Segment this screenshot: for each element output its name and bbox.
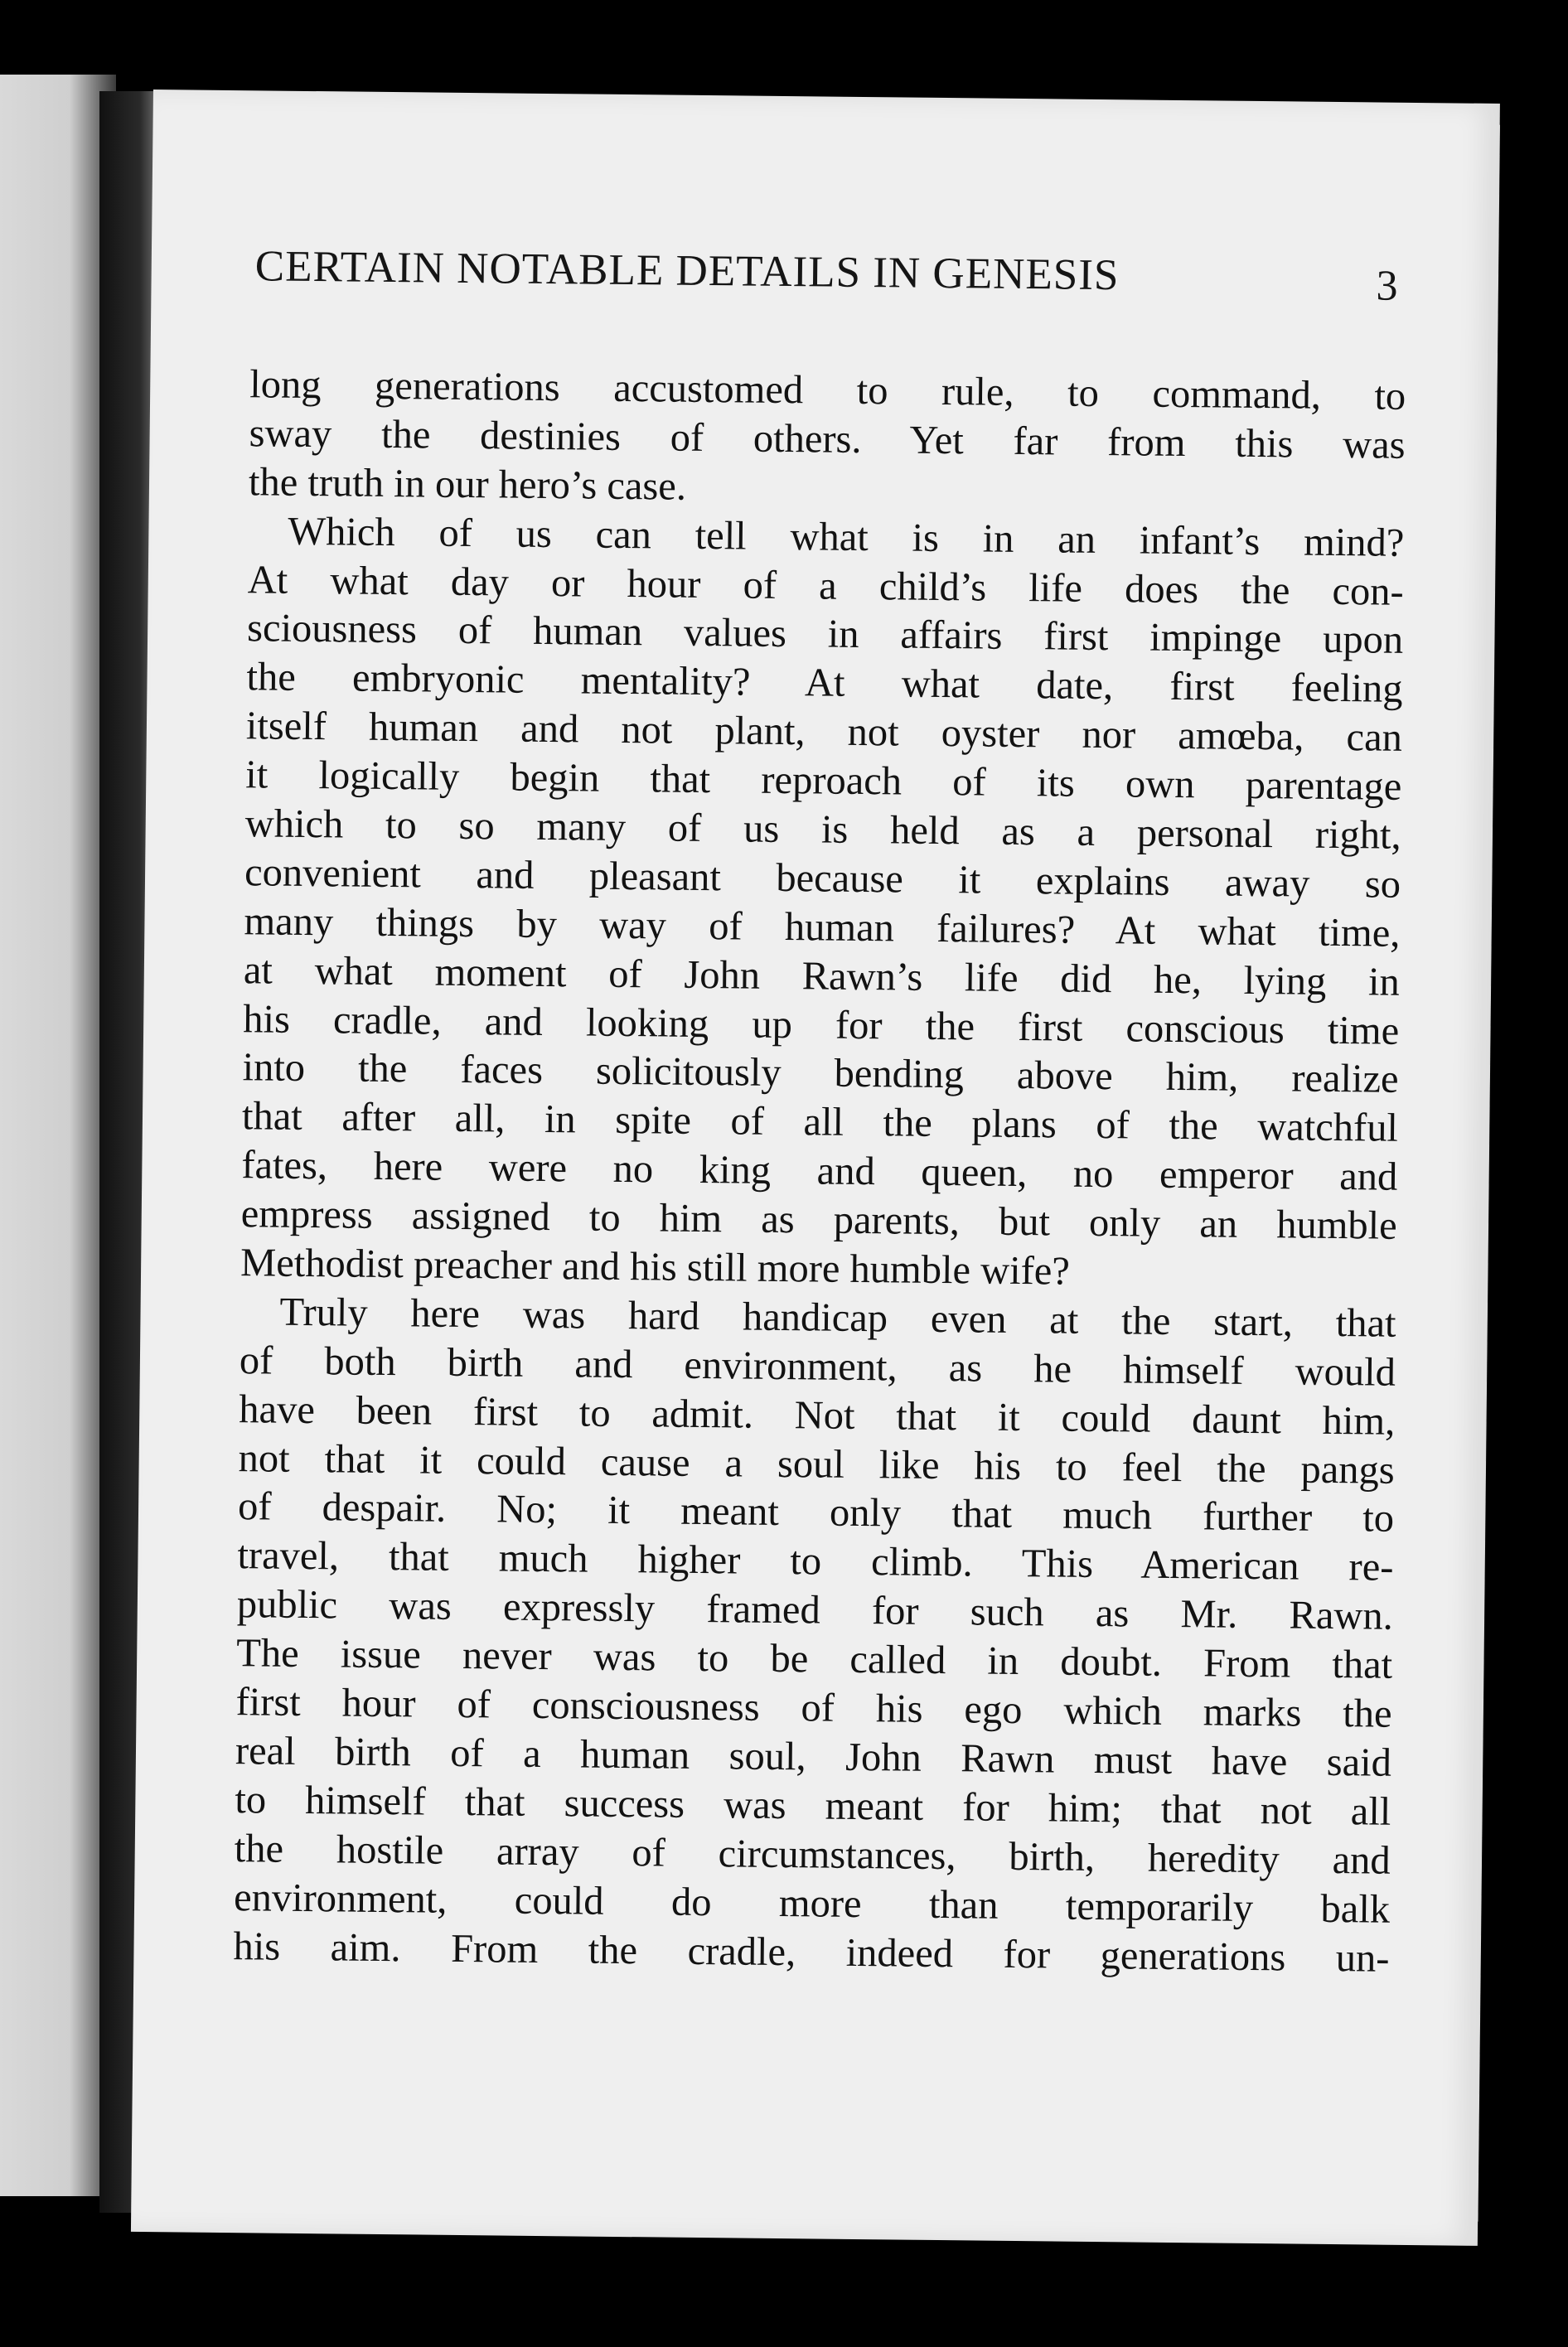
- text-line: The issue never was to be called in doubt. From that: [235, 1631, 1393, 1687]
- text-line: Truly here was hard handicap even at the start, that: [279, 1290, 1396, 1346]
- text-line: real birth of a human soul, John Rawn must have said: [235, 1729, 1392, 1785]
- text-line: at what moment of John Rawn’s life did he, lying in: [243, 947, 1401, 1004]
- book-page: [131, 90, 1500, 2246]
- running-head-title: CERTAIN NOTABLE DETAILS IN GENESIS: [254, 242, 1120, 300]
- text-line: the truth in our hero’s case.: [248, 460, 687, 509]
- text-line: many things by way of human failures? At what time,: [244, 899, 1401, 956]
- text-line: that after all, in spite of all the plans of the watchful: [241, 1094, 1399, 1151]
- text-line: At what day or hour of a child’s life does the con-: [247, 557, 1405, 614]
- text-line: it logically begin that reproach of its own parentage: [245, 752, 1402, 809]
- text-line: public was expressly framed for such as Mr. Rawn.: [236, 1582, 1394, 1639]
- facing-page-edge: [0, 75, 116, 2196]
- page-number: 3: [1376, 262, 1399, 310]
- text-line: itself human and not plant, not oyster nor amœba, can: [245, 704, 1403, 761]
- text-line: to himself that success was meant for him; that not all: [235, 1777, 1391, 1834]
- text-line: sway the destinies of others. Yet far from this was: [249, 411, 1406, 467]
- text-line: into the faces solicitously bending above him, realize: [242, 1045, 1399, 1102]
- text-line: of despair. No; it meant only that much further to: [237, 1484, 1395, 1541]
- text-line: have been first to admit. Not that it could daunt him,: [239, 1386, 1396, 1444]
- text-line: of both birth and environment, as he himself would: [239, 1338, 1396, 1395]
- text-line: long generations accustomed to rule, to command, to: [249, 362, 1406, 419]
- text-line: fates, here were no king and queen, no emperor and: [241, 1143, 1398, 1200]
- text-line: which to so many of us is held as a personal right,: [244, 801, 1401, 858]
- text-line: Which of us can tell what is in an infant’s mind?: [288, 509, 1405, 565]
- text-line: empress assigned to him as parents, but only an humble: [240, 1192, 1397, 1248]
- text-line: convenient and pleasant because it explains away so: [244, 850, 1401, 907]
- text-line: environment, could do more than temporarily balk: [233, 1875, 1391, 1932]
- body-text: [233, 361, 1406, 1983]
- text-line: Methodist preacher and his still more humble wife?: [240, 1241, 1071, 1294]
- text-line: the hostile array of circumstances, birth, heredity and: [234, 1826, 1391, 1883]
- text-line: his cradle, and looking up for the first conscious time: [242, 996, 1400, 1053]
- text-line: sciousness of human values in affairs first impinge upon: [246, 606, 1404, 663]
- text-line: his aim. From the cradle, indeed for generations un-: [233, 1924, 1390, 1981]
- text-line: not that it could cause a soul like his to feel the pangs: [238, 1435, 1395, 1493]
- text-line: first hour of consciousness of his ego which marks the: [235, 1680, 1392, 1736]
- text-line: travel, that much higher to climb. This American re-: [237, 1533, 1394, 1590]
- text-line: the embryonic mentality? At what date, first feeling: [246, 655, 1403, 712]
- running-head: [254, 241, 1399, 310]
